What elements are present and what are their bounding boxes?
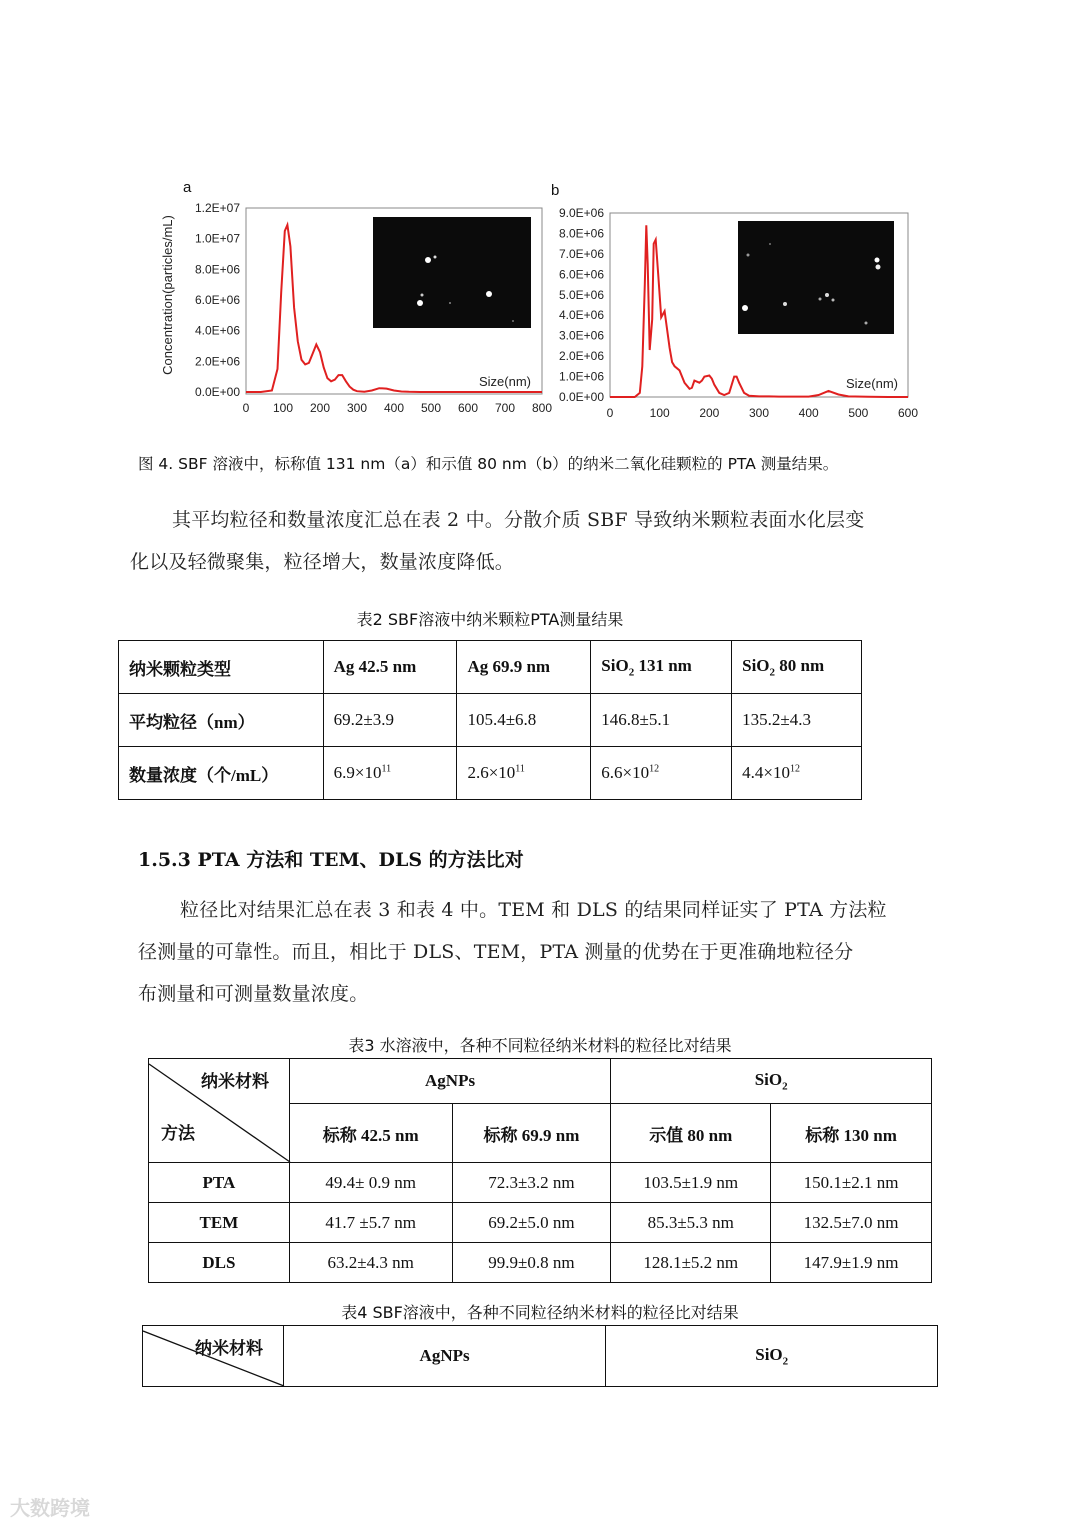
corner-bottom-label: 方法 — [161, 1124, 195, 1143]
subscript: 2 — [769, 666, 776, 679]
table-cell: 150.1±2.1 nm — [771, 1163, 932, 1203]
table3-subhead: 示值 80 nm — [611, 1104, 771, 1163]
text: 6.9×10 — [333, 763, 382, 782]
method-label: PTA — [149, 1163, 290, 1203]
chart-panel-b — [540, 200, 940, 430]
para2-line1: 粒径比对结果汇总在表 3 和表 4 中。TEM 和 DLS 的结果同样证实了 PTA 方法粒 — [180, 899, 887, 921]
text: 6.6×10 — [601, 763, 650, 782]
a-y-tick-label: 1.0E+07 — [194, 231, 240, 246]
table3-group-sio2 — [611, 1059, 932, 1104]
table-cell: 135.2±4.3 — [732, 694, 862, 747]
a-y-tick-label: 2.0E+06 — [194, 354, 240, 369]
a-x-tick-label: 0 — [242, 401, 250, 415]
watermark-logo: 大数跨境 — [10, 1496, 90, 1520]
b-y-tick-label: 5.0E+06 — [558, 287, 604, 302]
subscript: 2 — [782, 1080, 788, 1093]
a-x-tick-label: 300 — [346, 401, 368, 415]
text: 80 nm — [775, 655, 825, 675]
table-cell: 41.7 ±5.7 nm — [289, 1203, 452, 1243]
text: SiO — [742, 655, 770, 675]
exponent: 12 — [649, 763, 660, 775]
table3-title: 表3 水溶液中，各种不同粒径纳米材料的粒径比对结果 — [348, 1036, 732, 1055]
b-x-tick-label: 400 — [798, 406, 819, 420]
table2-header-cell — [732, 641, 862, 694]
para2-line3: 布测量和可测量数量浓度。 — [138, 983, 369, 1005]
table2 — [118, 640, 862, 800]
method-label: DLS — [149, 1243, 290, 1283]
panel-b-letter: b — [551, 182, 560, 199]
panel-b-xlabel: Size(nm) — [846, 376, 899, 391]
a-x-tick-label: 500 — [420, 401, 442, 415]
row-label: 数量浓度（个/mL） — [119, 747, 324, 800]
table2-header-cell — [591, 641, 732, 694]
table-row — [149, 1163, 932, 1203]
table-cell — [732, 747, 862, 800]
b-x-tick-label: 500 — [848, 406, 869, 420]
a-y-tick-label: 8.0E+06 — [194, 262, 240, 277]
table-row — [149, 1203, 932, 1243]
table-row — [119, 694, 862, 747]
b-y-tick-label: 4.0E+06 — [558, 308, 604, 323]
corner-top-label: 纳米材料 — [201, 1072, 269, 1091]
panel-a-ylabel: Concentration(particles/mL) — [160, 215, 175, 375]
table3-subhead: 标称 130 nm — [771, 1104, 932, 1163]
a-x-tick-label: 700 — [494, 401, 516, 415]
panel-a-xlabel: Size(nm) — [479, 374, 532, 389]
table3-corner-cell — [149, 1059, 290, 1163]
table4 — [142, 1325, 938, 1387]
section-heading: 1.5.3 PTA 方法和 TEM、DLS 的方法比对 — [138, 849, 524, 871]
table-cell: 128.1±5.2 nm — [611, 1243, 771, 1283]
panel-a-microscopy-inset — [373, 217, 531, 328]
table3-group-row — [149, 1059, 932, 1104]
table4-corner-cell — [143, 1326, 284, 1387]
method-label: TEM — [149, 1203, 290, 1243]
a-y-tick-label: 0.0E+00 — [194, 385, 240, 399]
a-x-tick-label: 200 — [309, 401, 331, 415]
table-cell: 69.2±5.0 nm — [452, 1203, 611, 1243]
table-cell: 132.5±7.0 nm — [771, 1203, 932, 1243]
table2-header-cell: Ag 69.9 nm — [457, 641, 591, 694]
text: SiO — [754, 1070, 783, 1090]
table-cell — [457, 747, 591, 800]
table2-title: 表2 SBF溶液中纳米颗粒PTA测量结果 — [356, 610, 624, 629]
figure-caption: 图 4. SBF 溶液中，标称值 131 nm（a）和示值 80 nm（b）的纳米二氧化硅颗粒的 PTA 测量结果。 — [138, 455, 839, 473]
para1-line2: 化以及轻微聚集，粒径增大，数量浓度降低。 — [130, 551, 515, 573]
a-y-tick-label: 4.0E+06 — [194, 323, 240, 338]
b-y-tick-label: 6.0E+06 — [558, 267, 604, 282]
a-x-tick-label: 100 — [272, 401, 294, 415]
exponent: 11 — [381, 763, 392, 775]
text: 2.6×10 — [467, 763, 516, 782]
table-cell: 105.4±6.8 — [457, 694, 591, 747]
table-cell: 72.3±3.2 nm — [452, 1163, 611, 1203]
a-x-tick-label: 600 — [457, 401, 479, 415]
table-row — [119, 747, 862, 800]
table-cell: 103.5±1.9 nm — [611, 1163, 771, 1203]
b-x-tick-label: 0 — [606, 406, 614, 420]
table-cell: 146.8±5.1 — [591, 694, 732, 747]
text: 131 nm — [634, 655, 692, 675]
a-x-tick-label: 400 — [383, 401, 405, 415]
table-cell — [323, 747, 457, 800]
b-y-tick-label: 1.0E+06 — [558, 369, 604, 384]
table-cell: 69.2±3.9 — [323, 694, 457, 747]
b-y-tick-label: 9.0E+06 — [558, 206, 604, 220]
b-x-tick-label: 200 — [699, 406, 720, 420]
a-x-tick-label: 800 — [531, 401, 553, 415]
text: SiO — [755, 1344, 783, 1364]
table2-header-cell: Ag 42.5 nm — [323, 641, 457, 694]
table3-group-agnps: AgNPs — [289, 1059, 611, 1104]
table-cell: 85.3±5.3 nm — [611, 1203, 771, 1243]
table4-group-sio2 — [606, 1326, 938, 1387]
table2-header-row — [119, 641, 862, 694]
b-x-tick-label: 100 — [649, 406, 670, 420]
a-y-tick-label: 6.0E+06 — [194, 293, 240, 307]
row-label: 平均粒径（nm） — [119, 694, 324, 747]
exponent: 12 — [789, 763, 800, 775]
table4-group-agnps: AgNPs — [283, 1326, 606, 1387]
table-cell: 49.4± 0.9 nm — [289, 1163, 452, 1203]
b-x-tick-label: 300 — [748, 406, 770, 420]
text: 4.4×10 — [742, 763, 790, 782]
exponent: 11 — [515, 763, 525, 775]
b-y-tick-label: 8.0E+06 — [558, 226, 604, 241]
table-cell: 63.2±4.3 nm — [289, 1243, 452, 1283]
table-cell: 147.9±1.9 nm — [771, 1243, 932, 1283]
table3-subhead: 标称 42.5 nm — [289, 1104, 452, 1163]
panel-a-letter: a — [183, 179, 192, 196]
subscript: 2 — [628, 666, 635, 679]
b-y-tick-label: 2.0E+06 — [558, 349, 604, 364]
table4-title: 表4 SBF溶液中，各种不同粒径纳米材料的粒径比对结果 — [341, 1303, 739, 1322]
table-row — [149, 1243, 932, 1283]
subscript: 2 — [782, 1355, 789, 1368]
panel-b-microscopy-inset — [738, 221, 894, 334]
table3 — [148, 1058, 932, 1283]
para1-line1: 其平均粒径和数量浓度汇总在表 2 中。分散介质 SBF 导致纳米颗粒表面水化层变 — [172, 509, 865, 531]
b-x-tick-label: 600 — [897, 406, 919, 420]
table2-header-cell: 纳米颗粒类型 — [119, 641, 324, 694]
a-y-tick-label: 1.2E+07 — [194, 201, 240, 215]
text: SiO — [601, 655, 629, 675]
table-cell — [591, 747, 732, 800]
b-y-tick-label: 3.0E+06 — [558, 328, 604, 343]
chart-panel-a — [150, 195, 553, 425]
b-y-tick-label: 7.0E+06 — [558, 246, 604, 261]
table4-group-row — [143, 1326, 938, 1387]
para2-line2: 径测量的可靠性。而且，相比于 DLS、TEM，PTA 测量的优势在于更准确地粒径分 — [138, 941, 854, 963]
table-cell: 99.9±0.8 nm — [452, 1243, 611, 1283]
b-y-tick-label: 0.0E+00 — [558, 390, 604, 404]
corner-top-label: 纳米材料 — [195, 1339, 263, 1358]
table3-subhead: 标称 69.9 nm — [452, 1104, 611, 1163]
